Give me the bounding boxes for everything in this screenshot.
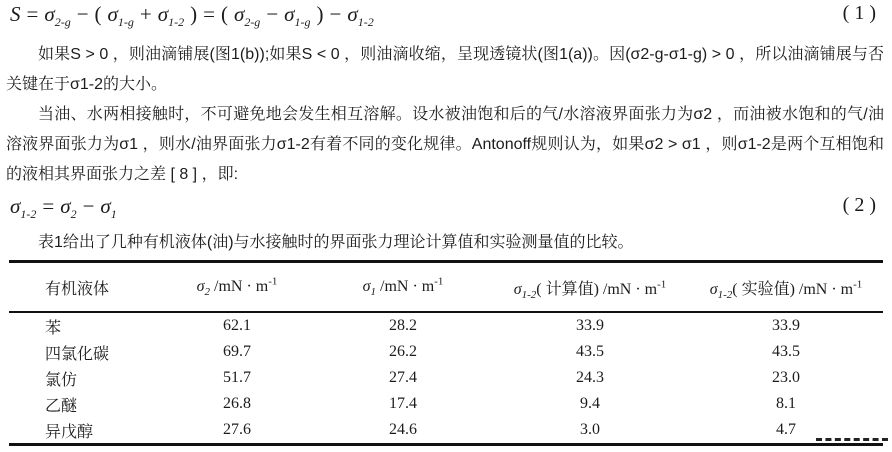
value-cell: 4.7 — [776, 421, 796, 438]
table-row — [9, 365, 883, 391]
liquid-name-cell: 苯 — [45, 319, 62, 337]
value-cell: 28.2 — [389, 317, 417, 334]
header-sigma1: $\sigma_1$ $/mN \cdot m^{-1}$ — [315, 262, 491, 313]
header-organic-liquid: 有机液体 — [9, 262, 159, 313]
header-sigma2: $\sigma_2$ $/mN \cdot m^{-1}$ — [159, 262, 315, 313]
equation-1-formula: $S = \sigma_{2-g}$ − ( $\sigma_{1-g} + \sigma_{1-2}$ ) = ( $\sigma_{2-g} - \sigma_{1-g}$ ) − $\sigma_{1-2}$ — [10, 2, 374, 30]
interfacial-tension-table — [9, 260, 883, 446]
value-cell: 62.1 — [223, 317, 251, 334]
equation-1-number: ( 1 ) — [842, 2, 876, 24]
value-cell: 51.7 — [223, 369, 251, 386]
value-cell: 43.5 — [772, 343, 800, 360]
value-cell: 23.0 — [772, 369, 800, 386]
header-sigma12-experimental: $\sigma_{1-2}$( 实验值) $/mN \cdot m^{-1}$ — [689, 262, 883, 313]
table-row — [9, 312, 883, 339]
value-cell: 26.8 — [223, 395, 251, 412]
value-cell: 9.4 — [580, 395, 600, 412]
equation-1-row — [0, 0, 892, 36]
value-cell: 33.9 — [576, 317, 604, 334]
table-header — [9, 262, 883, 313]
liquid-name-cell: 四氯化碳 — [45, 345, 110, 363]
liquid-name-cell: 氯仿 — [45, 371, 78, 389]
table-row — [9, 339, 883, 365]
header-sigma12-calculated: $\sigma_{1-2}$( 计算值) $/mN \cdot m^{-1}$ — [491, 262, 689, 313]
value-cell: 26.2 — [389, 343, 417, 360]
paragraph-spreading: 如果S > 0 ，则油滴铺展(图1(b));如果S < 0 ，则油滴收缩，呈现透镜状(图1(a))。因(σ2-g-σ1-g) > 0 ，所以油滴铺展与否关键在于σ1-2的大小。 — [6, 46, 884, 93]
table-row — [9, 391, 883, 417]
table-row — [9, 417, 883, 445]
paragraph-antonoff: 当油、水两相接触时，不可避免地会发生相互溶解。设水被油饱和后的气/水溶液界面张力为σ2 ，而油被水饱和的气/油溶液界面张力为σ1 ，则水/油界面张力σ1-2有着不同的变化规律。Antonoff规则认为，如果σ2 > σ1 ，则σ1-2是两个互相饱和的液相其界面张力之差 [ 8 ] ，即: — [6, 106, 884, 183]
table-intro-text: 表1给出了几种有机液体(油)与水接触时的界面张力理论计算值和实验测量值的比较。 — [38, 234, 634, 251]
table-body — [9, 312, 883, 445]
value-cell: 8.1 — [776, 395, 796, 412]
liquid-name-cell: 乙醚 — [45, 397, 78, 415]
value-cell: 33.9 — [772, 317, 800, 334]
value-cell: 27.4 — [389, 369, 417, 386]
value-cell: 3.0 — [580, 421, 600, 438]
equation-2-row — [0, 192, 892, 228]
scan-artifact-dashes — [816, 438, 888, 441]
value-cell: 24.3 — [576, 369, 604, 386]
value-cell: 69.7 — [223, 343, 251, 360]
value-cell: 27.6 — [223, 421, 251, 438]
value-cell: 17.4 — [389, 395, 417, 412]
liquid-name-cell: 异戊醇 — [45, 423, 94, 441]
value-cell: 43.5 — [576, 343, 604, 360]
equation-2-formula: $\sigma_{1-2} = \sigma_2 - \sigma_1$ — [10, 194, 117, 222]
value-cell: 24.6 — [389, 421, 417, 438]
equation-2-number: ( 2 ) — [842, 194, 876, 216]
